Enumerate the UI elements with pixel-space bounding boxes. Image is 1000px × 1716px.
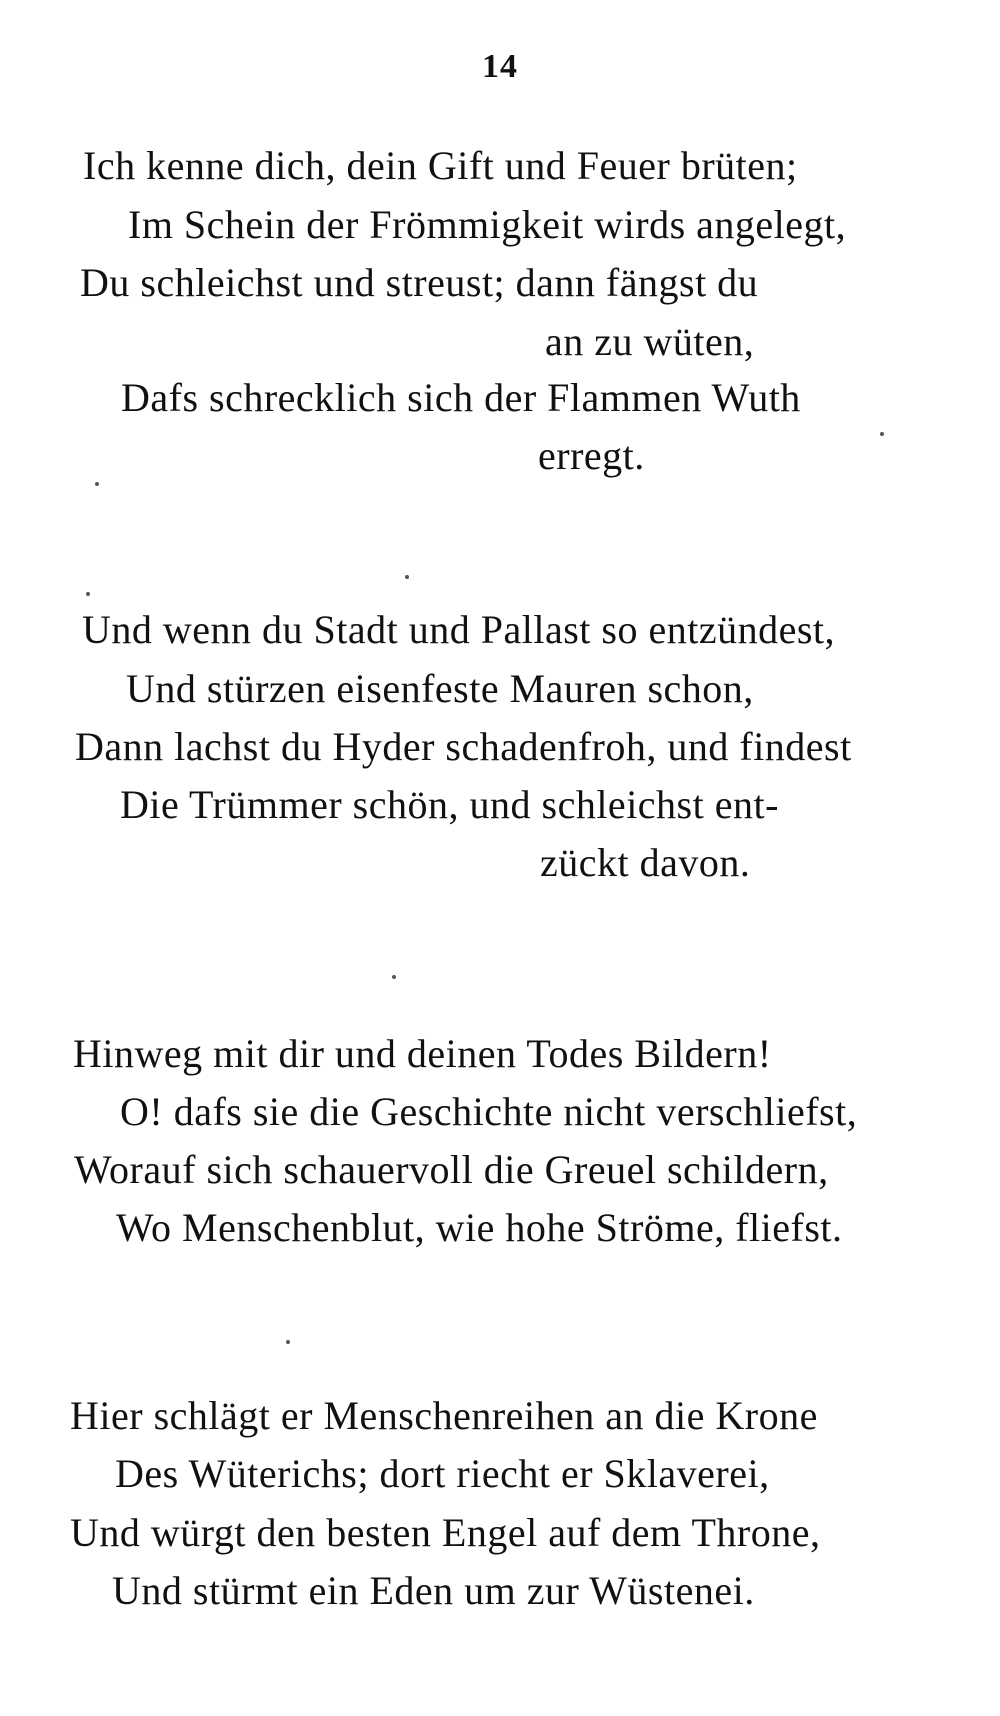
poem-line: Worauf sich schauervoll die Greuel schildern,: [74, 1147, 829, 1192]
poem-line: Und stürzen eisenfeste Mauren schon,: [126, 666, 754, 711]
ink-speck: [405, 575, 409, 579]
poem-line: Die Trümmer schön, und schleichst ent-: [120, 782, 779, 827]
poem-line: Hinweg mit dir und deinen Todes Bildern!: [73, 1031, 772, 1076]
ink-speck: [95, 482, 99, 486]
ink-speck: [392, 975, 396, 979]
ink-speck: [286, 1340, 290, 1344]
poem-line: Und würgt den besten Engel auf dem Throne,: [70, 1510, 821, 1555]
poem-line: Dafs schrecklich sich der Flammen Wuth: [121, 375, 801, 420]
poem-line: Du schleichst und streust; dann fängst du: [80, 260, 759, 305]
poem-line: erregt.: [538, 433, 645, 478]
poem-line: Dann lachst du Hyder schadenfroh, und findest: [75, 724, 852, 769]
poem-line: Ich kenne dich, dein Gift und Feuer brüten;: [83, 143, 798, 188]
page-number: 14: [482, 48, 518, 85]
poem-line: Hier schlägt er Menschenreihen an die Krone: [70, 1393, 818, 1438]
ink-speck: [86, 592, 90, 596]
poem-line: an zu wüten,: [545, 319, 755, 364]
poem-line: Und stürmt ein Eden um zur Wüstenei.: [112, 1568, 755, 1613]
poem-line: zückt davon.: [540, 840, 751, 885]
poem-line: O! dafs sie die Geschichte nicht verschliefst,: [120, 1089, 858, 1134]
poem-line: Im Schein der Frömmigkeit wirds angelegt,: [128, 202, 847, 247]
ink-speck: [880, 432, 884, 436]
poem-line: Und wenn du Stadt und Pallast so entzündest,: [82, 607, 836, 652]
poem-line: Des Wüterichs; dort riecht er Sklaverei,: [115, 1451, 770, 1496]
poem-line: Wo Menschenblut, wie hohe Ströme, fliefst.: [116, 1205, 843, 1250]
